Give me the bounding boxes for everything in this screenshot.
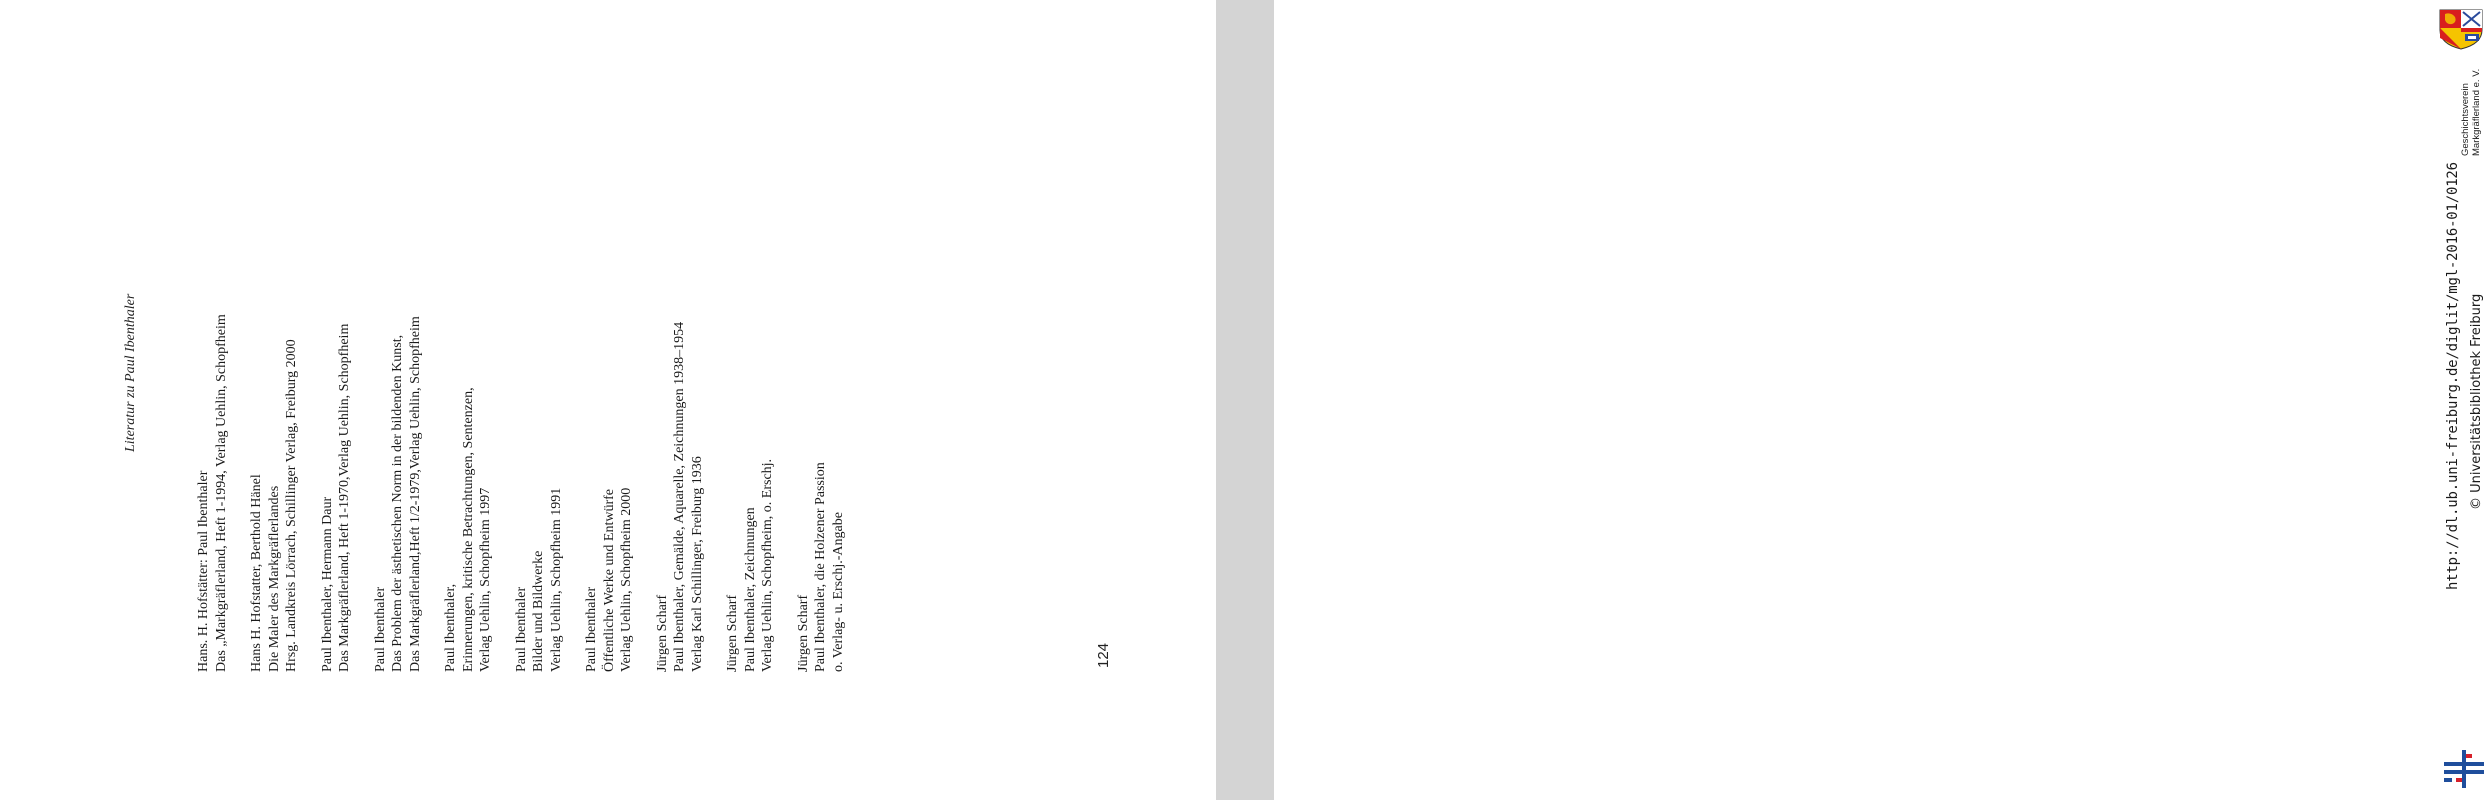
bibliography-entry-line: Das Problem der ästhetischen Norm in der bildenden Kunst, bbox=[390, 334, 405, 672]
page-number: 124 bbox=[1095, 642, 1112, 668]
bibliography-entry-line: Paul Ibenthaler, Hermann Daur bbox=[319, 496, 335, 672]
coat-of-arms-logo bbox=[2437, 8, 2485, 50]
bibliography-entry bbox=[372, 32, 425, 672]
bibliography-entry-line: Jürgen Scharf bbox=[654, 594, 670, 672]
bibliography-entry-line: Paul Ibenthaler bbox=[584, 586, 599, 672]
bibliography-entry bbox=[724, 32, 777, 672]
bibliography-entry bbox=[195, 32, 230, 672]
bibliography-entry-line: Paul Ibenthaler bbox=[372, 586, 388, 672]
bibliography-entry-line: Paul Ibenthaler, Gemälde, Aquarelle, Zeichnungen 1938–1954 bbox=[672, 321, 687, 672]
bibliography-entry-line: Verlag Uehlin, Schopfheim 1991 bbox=[548, 487, 564, 672]
society-name bbox=[2460, 69, 2482, 156]
copyright-notice: © Universitätsbibliothek Freiburg bbox=[2469, 293, 2484, 510]
bibliography-entry-line: Hans. H. Hofstätter: Paul Ibenthaler bbox=[196, 470, 211, 672]
bibliography-entry-line: Bilder und Bildwerke bbox=[531, 550, 546, 672]
bibliography-entry bbox=[654, 32, 707, 672]
bibliography-entry-line: Das Markgräflerland,Heft 1/2-1979,Verlag Uehlin, Schopfheim bbox=[407, 316, 423, 672]
bibliography-entry-line: Das „Markgräflerland, Heft 1-1994, Verlag Uehlin, Schopfheim bbox=[213, 314, 229, 672]
bibliography-entry-line: Hrsg. Landkreis Lörrach, Schillinger Verlag, Freiburg 2000 bbox=[284, 339, 299, 672]
bibliography-entry-line: Verlag Uehlin, Schopfheim, o. Erschj. bbox=[760, 458, 775, 672]
bibliography-entry bbox=[513, 32, 566, 672]
bibliography-entry bbox=[319, 32, 354, 672]
society-name-line1: Geschichtsverein bbox=[2460, 83, 2471, 156]
viewer-sidebar bbox=[1216, 0, 2484, 800]
page-heading: Literatur zu Paul Ibenthaler bbox=[123, 293, 138, 452]
bibliography-entry-line: Paul Ibenthaler bbox=[513, 586, 529, 672]
bibliography-entry-line: Verlag Uehlin, Schopfheim 2000 bbox=[619, 487, 634, 672]
bibliography-entry-line: Jürgen Scharf bbox=[795, 594, 811, 672]
document-page bbox=[0, 0, 1216, 800]
bibliography-entry-line: Verlag Karl Schillinger, Freiburg 1936 bbox=[689, 456, 705, 672]
bibliography-entry-line: Paul Ibenthaler, Zeichnungen bbox=[742, 507, 758, 672]
document-url-link[interactable]: http://dl.ub.uni-freiburg.de/diglit/mgl-2016-01/0126 bbox=[2445, 162, 2461, 590]
bibliography-entry bbox=[583, 32, 636, 672]
bibliography-entry-line: Hans H. Hofstatter, Berthold Hänel bbox=[249, 474, 264, 672]
bibliography-entry-line: Paul Ibenthaler, bbox=[443, 583, 458, 672]
bibliography-entry-line: Öffentliche Werke und Entwürfe bbox=[601, 488, 617, 672]
bibliography-entry-line: Jürgen Scharf bbox=[725, 594, 740, 672]
bibliography-entry-line: Das Markgräflerland, Heft 1-1970,Verlag Uehlin, Schopfheim bbox=[337, 323, 352, 672]
bibliography-entry bbox=[248, 32, 301, 672]
bibliography-list bbox=[195, 32, 865, 672]
bibliography-entry bbox=[442, 32, 495, 672]
bibliography-entry-line: Erinnerungen, kritische Betrachtungen, Sentenzen, bbox=[460, 387, 476, 672]
bibliography-entry bbox=[795, 32, 848, 672]
library-logo-icon[interactable] bbox=[2442, 748, 2486, 790]
society-name-line2: Markgräflerland e. V. bbox=[2471, 68, 2482, 156]
bibliography-entry-line: Verlag Uehlin, Schopfheim 1997 bbox=[478, 487, 493, 672]
bibliography-entry-line: Paul Ibenthaler, die Holzener Passion bbox=[813, 462, 828, 672]
bibliography-entry-line: Die Maler des Markgräflerlandes bbox=[266, 485, 282, 672]
bibliography-entry-line: o. Verlag- u. Erschj.-Angabe bbox=[830, 512, 846, 672]
